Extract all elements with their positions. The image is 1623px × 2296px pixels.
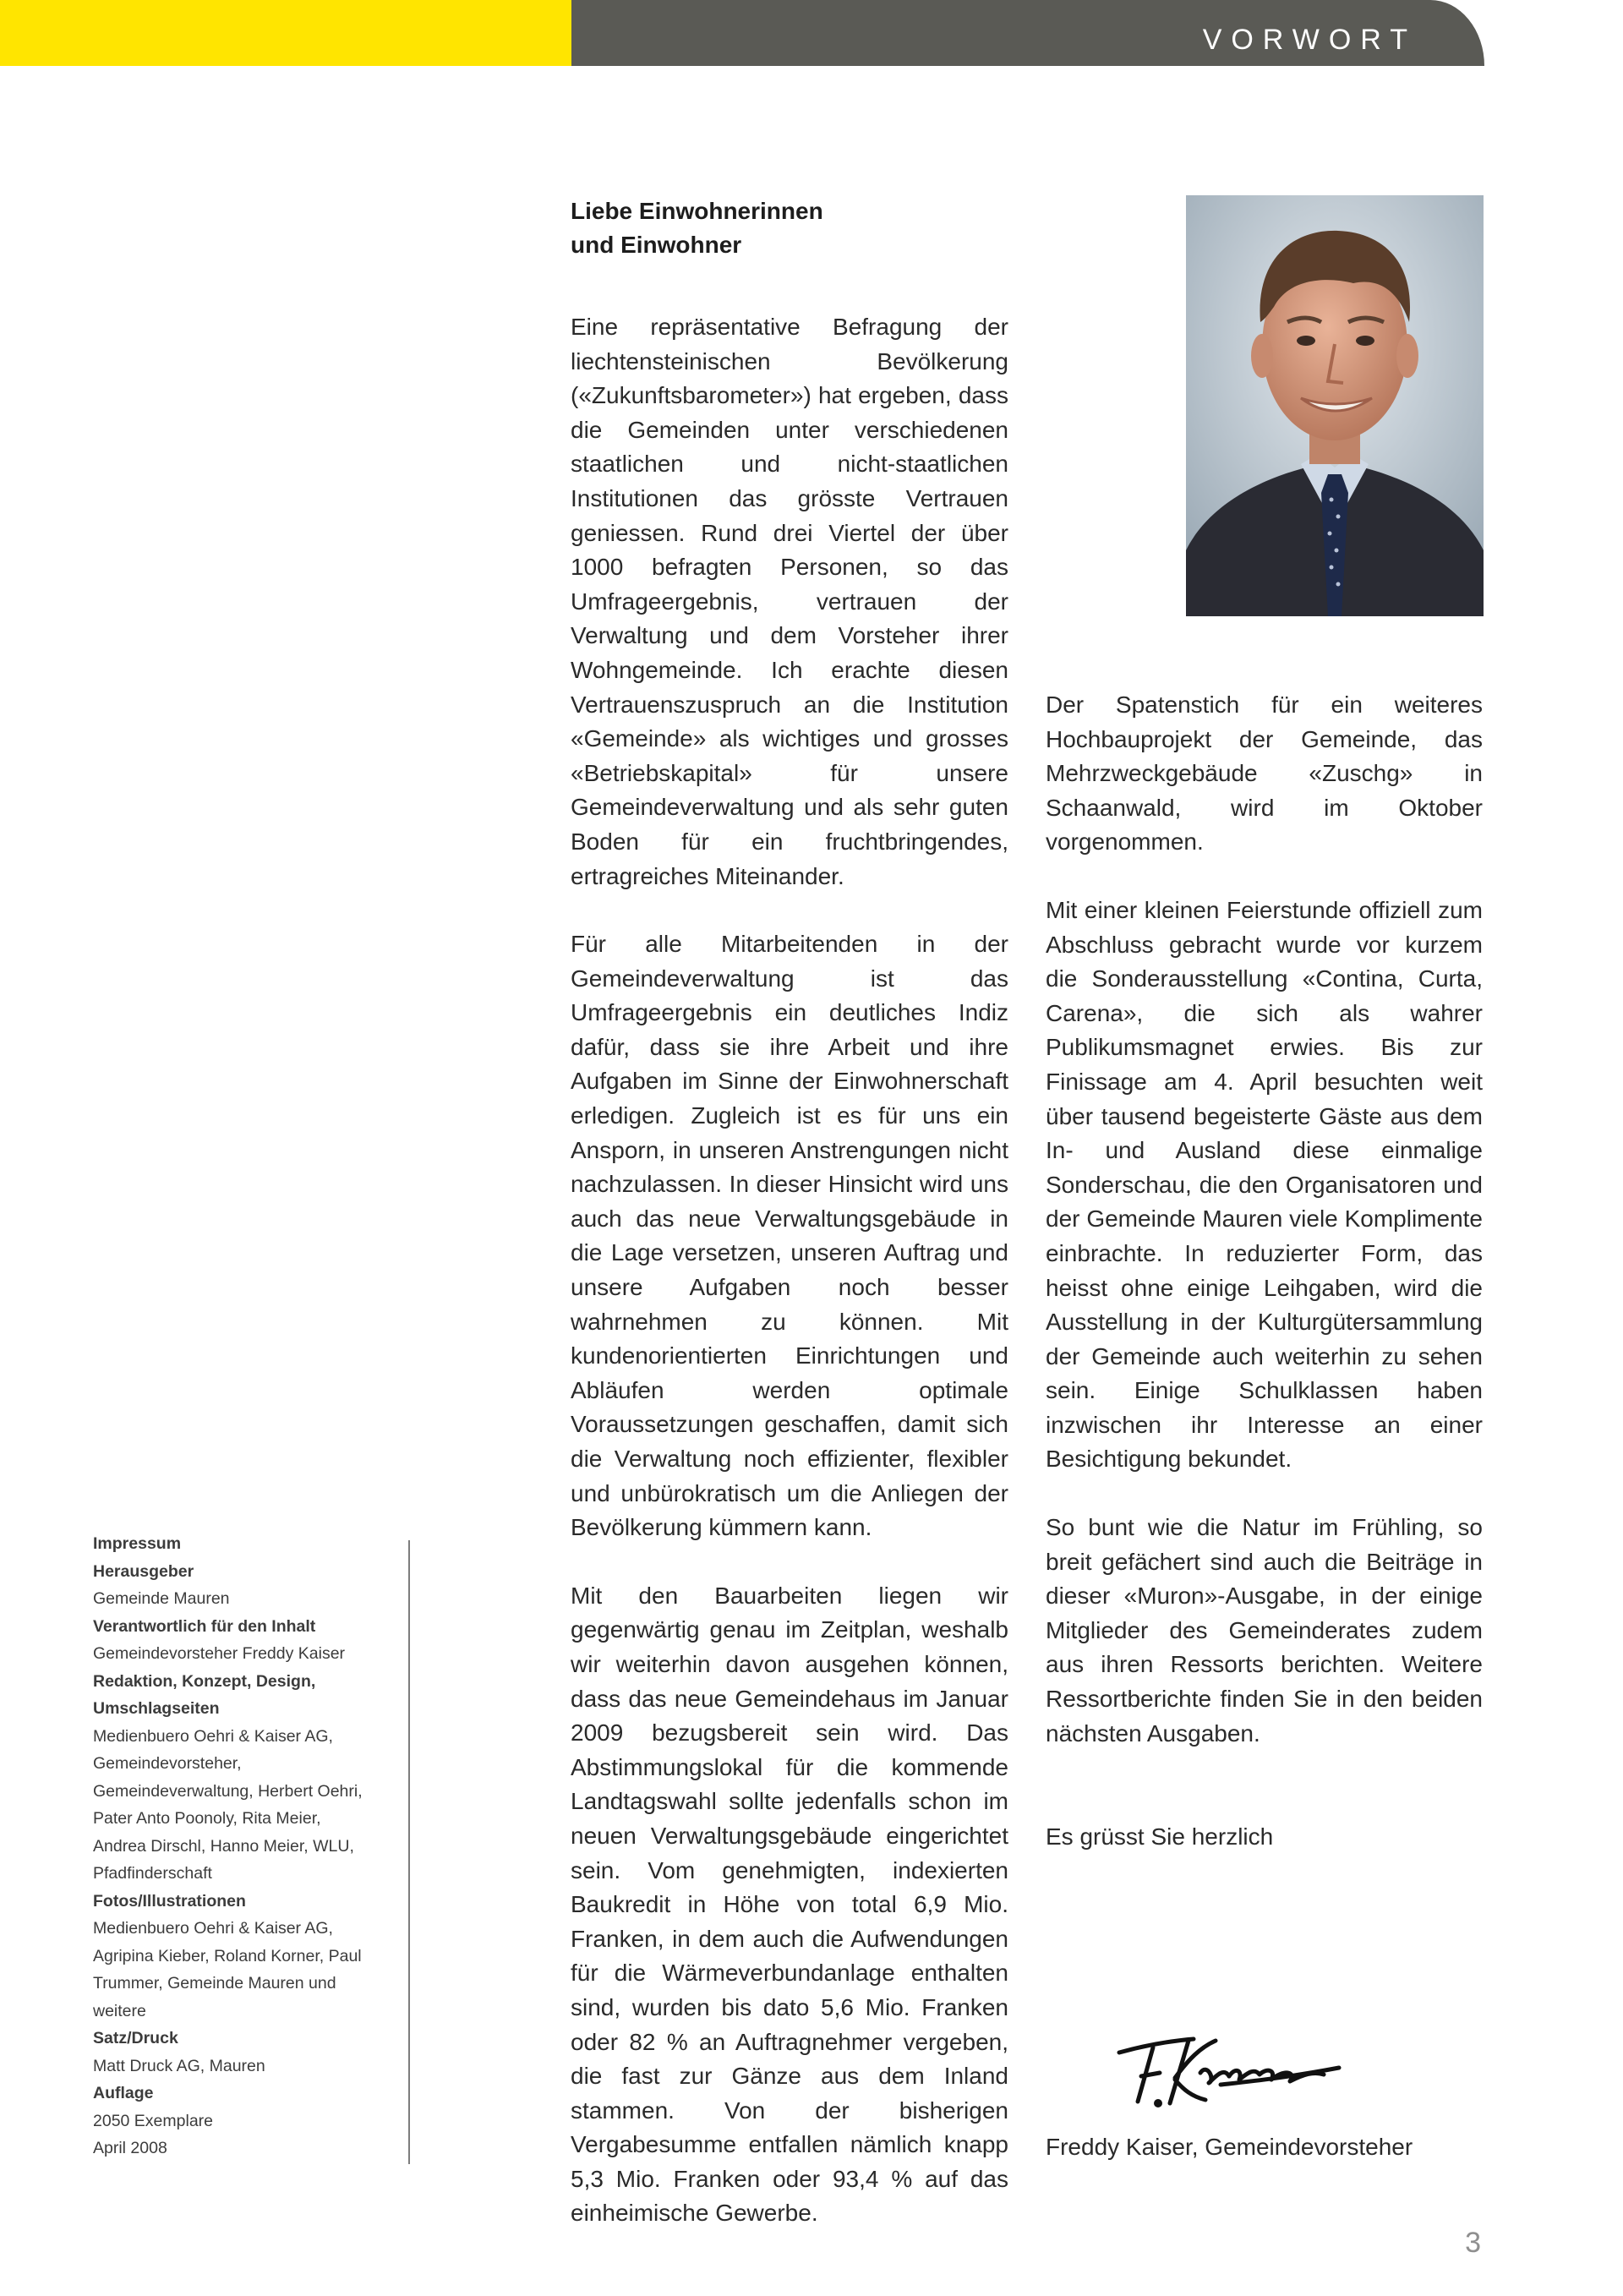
impressum-divider (408, 1540, 410, 2164)
header-accent-bar (0, 0, 571, 66)
impressum-label: Verantwortlich für den Inhalt (93, 1616, 316, 1636)
article-paragraph: Eine repräsentative Befragung der liechtensteinischen Bevölkerung («Zukunftsbarometer») hat ergeben, dass die Gemeinden unter verschiedenen staatlichen und nicht-staatlichen Institutionen das grösste Vertrauen geniessen. Rund drei Viertel der über 1000 befragten Personen, so das Umfrageergebnis, vertrauen der Verwaltung und dem Vorsteher ihrer Wohngemeinde. Ich erachte diesen Vertrauenszuspruch an die Institution «Gemeinde» als wichtiges und grosses «Betriebskapital» für unsere Gemeindeverwaltung und als sehr guten Boden für ein fruchtbringendes, ertragreiches Miteinander. (571, 314, 1008, 889)
greeting-heading (571, 194, 1010, 262)
impressum-box (93, 1530, 370, 2162)
portrait-photo (1186, 195, 1484, 616)
article-column-left (571, 310, 1008, 2265)
signature-image (1116, 2029, 1344, 2113)
impressum-value: Medienbuero Oehri & Kaiser AG, Gemeindevorsteher, Gemeindeverwaltung, Herbert Oehri, Pater Anto Poonoly, Rita Meier, Andrea Dirschl, Hanno Meier, WLU, Pfadfinderschaft (93, 1726, 363, 1883)
greeting-line: Liebe Einwohnerinnen (571, 198, 823, 224)
article-paragraph: Mit den Bauarbeiten liegen wir gegenwärtig genau im Zeitplan, weshalb wir weiterhin davon ausgehen können, dass das neue Gemeindehaus im Januar 2009 bezugsbereit sein wird. Das Abstimmungslokal für die kommende Landtagswahl sollte jedenfalls schon im neuen Verwaltungsgebäude eingerichtet sein. Vom genehmigten, indexierten Baukredit in Höhe von total 6,9 Mio. Franken, in dem auch die Aufwendungen für die Wärmeverbundanlage enthalten sind, wurden bis dato 5,6 Mio. Franken oder 82 % an Auftragnehmer vergeben, die fast zur Gänze aus dem Inland stammen. Von der bisherigen Vergabesumme entfallen nämlich knapp 5,3 Mio. Franken oder 93,4 % auf das einheimische Gewerbe. (571, 1582, 1008, 2227)
impressum-value: Medienbuero Oehri & Kaiser AG, Agripina Kieber, Roland Korner, Paul Trummer, Gemeinde Mauren und weitere (93, 1919, 362, 2020)
impressum-title: Impressum (93, 1534, 182, 1553)
impressum-label: Redaktion, Konzept, Design, Umschlagseiten (93, 1671, 316, 1718)
impressum-label: Auflage (93, 2084, 154, 2102)
section-title: VORWORT (1202, 24, 1417, 56)
impressum-value: Gemeindevorsteher Freddy Kaiser (93, 1644, 346, 1663)
article-column-right (1046, 688, 1483, 1785)
impressum-value: Gemeinde Mauren (93, 1589, 230, 1608)
impressum-value: Matt Druck AG, Mauren (93, 2056, 265, 2075)
page-number: 3 (1465, 2227, 1481, 2259)
signer-name: Freddy Kaiser, Gemeindevorsteher (1046, 2134, 1413, 2160)
article-paragraph: Mit einer kleinen Feierstunde offiziell zum Abschluss gebracht wurde vor kurzem die Sonderausstellung «Contina, Curta, Carena», die sich als wahrer Publikumsmagnet erwies. Bis zur Finissage am 4. April besuchten weit über tausend begeisterte Gäste aus dem In- und Ausland diese einmalige Sonderschau, die den Organisatoren und der Gemeinde Mauren viele Komplimente einbrachte. In reduzierter Form, das heisst ohne einige Leihgaben, wird die Ausstellung in der Kulturgütersammlung der Gemeinde auch weiterhin zu sehen sein. Einige Schulklassen haben inzwischen ihr Interesse an einer Besichtigung bekundet. (1046, 896, 1483, 1473)
closing-phrase: Es grüsst Sie herzlich (1046, 1823, 1274, 1850)
article-paragraph: Für alle Mitarbeitenden in der Gemeindeverwaltung ist das Umfrageergebnis ein deutliches Indiz dafür, dass sie ihre Arbeit und ihre Aufgaben im Sinne der Einwohnerschaft erledigen. Zugleich ist es für uns ein Ansporn, in unseren Anstrengungen nicht nachzulassen. In dieser Hinsicht wird uns auch das neue Verwaltungsgebäude in die Lage versetzen, unseren Auftrag und unsere Aufgaben noch besser wahrnehmen zu können. Mit kundenorientierten Einrichtungen und Abläufen werden optimale Voraussetzungen geschaffen, damit sich die Verwaltung noch effizienter, flexibler und unbürokratisch um die Anliegen der Bevölkerung kümmern kann. (571, 931, 1008, 1541)
impressum-label: Satz/Druck (93, 2029, 178, 2047)
article-paragraph: So bunt wie die Natur im Frühling, so breit gefächert sind auch die Beiträge in dieser «Muron»-Ausgabe, in der einige Mitglieder des Gemeinderates zudem aus ihren Ressorts berichten. Weitere Ressortberichte finden Sie in den beiden nächsten Ausgaben. (1046, 1514, 1483, 1747)
header-title-bar (571, 0, 1484, 66)
impressum-value: 2050 Exemplare (93, 2111, 214, 2130)
impressum-label: Herausgeber (93, 1561, 194, 1581)
impressum-list (93, 1558, 370, 2162)
impressum-label: Fotos/Illustrationen (93, 1891, 246, 1911)
greeting-line: und Einwohner (571, 232, 742, 258)
article-paragraph: Der Spatenstich für ein weiteres Hochbauprojekt der Gemeinde, das Mehrzweckgebäude «Zuschg» in Schaanwald, wird im Oktober vorgenommen. (1046, 692, 1483, 856)
impressum-date: April 2008 (93, 2139, 167, 2157)
